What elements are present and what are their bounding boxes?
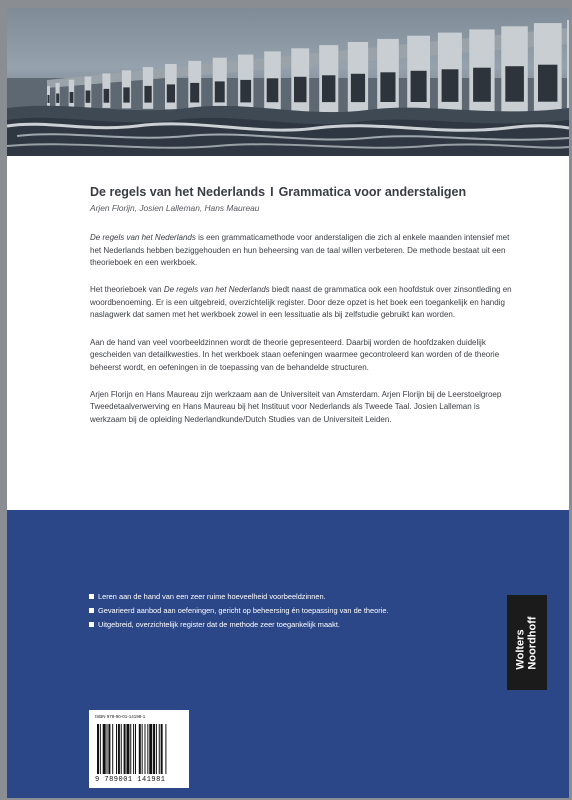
barcode-bar <box>107 724 108 774</box>
feature-item <box>89 604 449 618</box>
barcode-bar <box>135 724 136 774</box>
publisher-logo <box>507 595 547 690</box>
barrier-gate <box>538 65 557 102</box>
blurb-paragraph-1 <box>90 232 515 270</box>
publisher-name-line-2: Noordhoff <box>526 616 538 670</box>
blurb-paragraph-4: Arjen Florijn en Hans Maureau zijn werkzaam aan de Universiteit van Amsterdam. Arjen Florijn bij de Leerstoelgroep Tweedetaalverwerving en Hans Maureau bij het Instituut voor Nederlands als Tweede Taal. Josien Lalleman is werkzaam bij de opleiding Nederlandkunde/Dutch Studies van de Universiteit Leiden. <box>90 389 502 425</box>
paragraph-text: biedt naast de grammatica ook een hoofdstuk over zinsontleding en woordbenoeming. Er is een uitgebreid, overzichtelijk register. Door deze opzet is het boek een toegankelijk en handig naslagwerk dat samen met het werkboek zowel in een lessituatie als bij zelfstudie gebruikt kan worden. <box>90 285 512 320</box>
book-title: De regels van het Nederlands <box>90 185 266 199</box>
feature-item <box>89 590 449 604</box>
barrier-gate <box>123 87 129 102</box>
barcode-bar <box>108 724 110 774</box>
barrier-gate <box>442 69 459 102</box>
barcode-bar <box>159 724 160 774</box>
feature-text: Uitgebreid, overzichtelijk register dat de methode zeer toegankelijk maakt. <box>98 620 340 629</box>
barrier-gate <box>322 75 335 102</box>
barcode-bar <box>139 724 141 774</box>
barrier-gate <box>167 84 175 102</box>
blurb <box>90 232 515 441</box>
barcode-bar <box>124 724 126 774</box>
book-subtitle: Grammatica voor anderstaligen <box>278 185 467 199</box>
barcode-label <box>89 710 189 788</box>
barcode-bar <box>161 724 163 774</box>
barcode-bar <box>165 724 166 774</box>
barrier-gate <box>473 68 491 102</box>
barrier-gate <box>144 86 151 103</box>
barcode-bar <box>130 724 131 774</box>
barcode-bar <box>121 724 122 774</box>
barrier-gate <box>505 66 524 102</box>
title-separator: I <box>270 185 274 199</box>
barcode-bar <box>126 724 129 774</box>
inline-book-title: De regels van het Nederlands <box>90 233 196 242</box>
barcode-number: 9 789001 141981 <box>95 776 166 784</box>
barcode-bar <box>142 724 143 774</box>
barrier-gate <box>190 83 199 103</box>
inline-book-title: De regels van het Nederlands <box>163 285 270 295</box>
barcode-bar <box>116 724 117 774</box>
feature-text: Gevarieerd aanbod aan oefeningen, gericht op beheersing én toepassing van de theorie. <box>98 606 389 615</box>
barrier-gate <box>48 95 50 103</box>
publisher-name <box>516 616 539 669</box>
barrier-gate <box>411 71 427 102</box>
barrier-gate <box>240 80 251 103</box>
barcode-bar <box>112 724 113 774</box>
barrier-gate <box>380 72 395 102</box>
book-title-line <box>90 185 530 199</box>
barrier-gate <box>215 81 225 102</box>
barcode-bar <box>100 724 101 774</box>
barcode-bar <box>103 724 106 774</box>
book-back-cover <box>7 8 569 798</box>
barrier-pillar <box>567 20 569 116</box>
barrier-gate <box>56 94 59 103</box>
bullet-square-icon <box>89 622 94 627</box>
barrier-gate <box>351 74 365 102</box>
cover-photo-storm-surge-barrier <box>7 8 569 156</box>
barrier-gate <box>294 77 307 102</box>
paragraph-text: is een grammaticamethode voor anderstaligen die zich al enkele maanden intensief met het Nederlands hebben beziggehouden en hun beheersing van de taal willen verbeteren. De methode bestaat uit een theorieboek en een werkboek. <box>90 233 510 268</box>
bullet-square-icon <box>89 594 94 599</box>
barcode-bar <box>145 724 146 774</box>
blurb-paragraph-3: Aan de hand van veel voorbeeldzinnen wordt de theorie gepresenteerd. Daarbij worden de hoofdzaken duidelijk gescheiden van detailkwesties. In het werkboek staan oefeningen waarmee gecontroleerd kan worden of de theorie beheerst wordt, en oefeningen in de toepassing van de behandelde structuren. <box>90 337 500 372</box>
barcode-bar <box>153 724 155 774</box>
barcode-bar <box>156 724 157 774</box>
barrier-gate <box>70 92 74 103</box>
blue-band <box>7 510 569 798</box>
feature-item <box>89 618 449 632</box>
barrier-gate <box>104 89 110 103</box>
barrier-illustration <box>7 8 569 156</box>
paragraph-text: Het theorieboek van <box>90 285 164 295</box>
bullet-square-icon <box>89 608 94 613</box>
isbn-text: ISBN 978-90-01-14198-1 <box>95 714 146 719</box>
barcode-bar <box>118 724 120 774</box>
blurb-paragraph-2 <box>90 284 515 322</box>
barcode-bar <box>97 724 99 774</box>
publisher-name-line-1: Wolters <box>514 629 527 670</box>
feature-list <box>89 590 449 632</box>
barcode-bar <box>133 724 134 774</box>
barrier-gate <box>267 78 279 102</box>
barrier-gate <box>86 91 91 103</box>
barcode-icon <box>97 724 183 774</box>
feature-text: Leren aan de hand van een zeer ruime hoeveelheid voorbeeldzinnen. <box>98 592 326 601</box>
barcode-bar <box>147 724 148 774</box>
authors-line: Arjen Florijn, Josien Lalleman, Hans Maureau <box>90 203 260 213</box>
barcode-bar <box>149 724 152 774</box>
